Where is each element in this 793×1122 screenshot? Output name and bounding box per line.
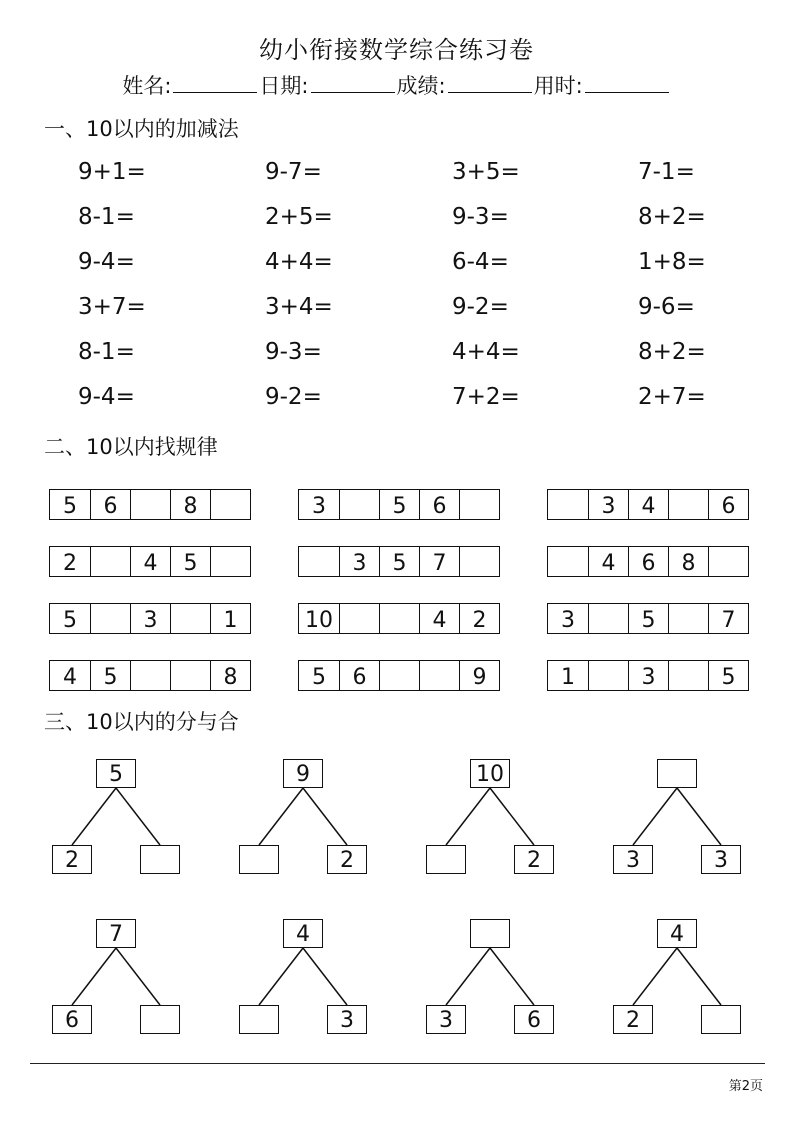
equation: 3+5= xyxy=(452,159,520,185)
number-sequence xyxy=(298,603,500,634)
bond-line xyxy=(116,948,160,1005)
bond-right-box: 2 xyxy=(327,845,367,874)
sequence-cell: 3 xyxy=(339,547,379,576)
equation: 9-2= xyxy=(452,294,509,320)
bond-right-box: 3 xyxy=(327,1005,367,1034)
sequence-blank-cell[interactable] xyxy=(170,604,210,633)
bond-line xyxy=(72,788,116,845)
sequence-cell: 5 xyxy=(312,665,326,690)
sequence-cell: 4 xyxy=(628,490,668,519)
bond-line xyxy=(633,948,677,1005)
worksheet-title: 幼小衔接数学综合练习卷 xyxy=(259,36,534,64)
sequence-blank-cell[interactable] xyxy=(668,604,708,633)
bond-left-box: 2 xyxy=(613,1005,653,1034)
equation: 9-7= xyxy=(265,159,322,185)
equation: 4+4= xyxy=(265,249,333,275)
sequence-cell: 5 xyxy=(379,490,419,519)
equation: 3+4= xyxy=(265,294,333,320)
sequence-cell: 4 xyxy=(63,665,77,690)
sequence-cell: 8 xyxy=(210,661,250,690)
bond-total-box: 4 xyxy=(657,919,697,948)
sequence-cell: 2 xyxy=(459,604,499,633)
bond-left-box-blank[interactable] xyxy=(239,845,279,874)
sequence-cell: 1 xyxy=(210,604,250,633)
number-sequence xyxy=(49,660,251,691)
sequence-cell: 7 xyxy=(419,547,459,576)
student-info-line xyxy=(0,70,793,100)
sequence-cell: 4 xyxy=(130,547,170,576)
number-sequence xyxy=(547,603,749,634)
sequence-cell: 6 xyxy=(419,490,459,519)
bond-line xyxy=(490,948,534,1005)
equation: 4+4= xyxy=(452,339,520,365)
equation: 7+2= xyxy=(452,384,520,410)
bond-left-box: 6 xyxy=(52,1005,92,1034)
sequence-blank-cell[interactable] xyxy=(548,547,588,576)
sequence-cell: 7 xyxy=(708,604,748,633)
bond-line xyxy=(72,948,116,1005)
equation: 9-4= xyxy=(78,249,135,275)
sequence-cell: 10 xyxy=(305,608,333,633)
sequence-blank-cell[interactable] xyxy=(379,604,419,633)
sequence-blank-cell[interactable] xyxy=(668,490,708,519)
sequence-blank-cell[interactable] xyxy=(170,661,210,690)
section-heading-decomposition: 三、10以内的分与合 xyxy=(44,710,239,734)
equation: 8-1= xyxy=(78,204,135,230)
number-sequence xyxy=(298,660,500,691)
sequence-cell: 5 xyxy=(708,661,748,690)
number-sequence xyxy=(547,660,749,691)
sequence-blank-cell[interactable] xyxy=(379,661,419,690)
sequence-cell: 4 xyxy=(419,604,459,633)
sequence-cell: 5 xyxy=(379,547,419,576)
equation: 2+7= xyxy=(638,384,706,410)
sequence-blank-cell[interactable] xyxy=(588,604,628,633)
sequence-cell: 3 xyxy=(130,604,170,633)
bond-line xyxy=(259,948,303,1005)
equation: 3+7= xyxy=(78,294,146,320)
sequence-blank-cell[interactable] xyxy=(90,604,130,633)
section-heading-addition: 一、10以内的加减法 xyxy=(44,117,239,141)
number-sequence xyxy=(49,603,251,634)
name-label: 姓名: xyxy=(122,74,172,98)
bond-line xyxy=(677,948,721,1005)
bond-left-box: 3 xyxy=(613,845,653,874)
number-sequence xyxy=(49,546,251,577)
bond-left-box: 3 xyxy=(426,1005,466,1034)
sequence-cell: 6 xyxy=(90,490,130,519)
bond-line xyxy=(259,788,303,845)
equation: 9-3= xyxy=(452,204,509,230)
number-sequence xyxy=(298,546,500,577)
bond-line xyxy=(446,788,490,845)
equation: 9-4= xyxy=(78,384,135,410)
bond-line xyxy=(490,788,534,845)
sequence-cell: 3 xyxy=(588,490,628,519)
number-sequence xyxy=(49,489,251,520)
score-blank[interactable] xyxy=(448,74,532,93)
sequence-cell: 8 xyxy=(668,547,708,576)
sequence-blank-cell[interactable] xyxy=(299,547,339,576)
bond-right-box: 6 xyxy=(514,1005,554,1034)
sequence-blank-cell[interactable] xyxy=(339,490,379,519)
bond-right-box-blank[interactable] xyxy=(140,845,180,874)
bond-total-box: 4 xyxy=(283,919,323,948)
number-sequence xyxy=(547,546,749,577)
sequence-cell: 1 xyxy=(561,665,575,690)
equation: 8+2= xyxy=(638,339,706,365)
sequence-cell: 6 xyxy=(339,661,379,690)
date-label: 日期: xyxy=(259,74,309,98)
equation: 9+1= xyxy=(78,159,146,185)
equation: 9-3= xyxy=(265,339,322,365)
equation: 8+2= xyxy=(638,204,706,230)
score-label: 成绩: xyxy=(396,74,446,98)
bond-right-box-blank[interactable] xyxy=(140,1005,180,1034)
sequence-blank-cell[interactable] xyxy=(548,490,588,519)
bond-line xyxy=(633,788,677,845)
date-blank[interactable] xyxy=(311,74,395,93)
sequence-blank-cell[interactable] xyxy=(459,547,499,576)
sequence-blank-cell[interactable] xyxy=(708,547,748,576)
time-label: 用时: xyxy=(533,74,583,98)
bond-right-box: 2 xyxy=(514,845,554,874)
sequence-blank-cell[interactable] xyxy=(339,604,379,633)
bond-line xyxy=(446,948,490,1005)
bond-total-box-blank[interactable] xyxy=(470,919,510,948)
bond-left-box-blank[interactable] xyxy=(426,845,466,874)
sequence-cell: 9 xyxy=(459,661,499,690)
sequence-cell: 5 xyxy=(170,547,210,576)
sequence-blank-cell[interactable] xyxy=(459,490,499,519)
sequence-cell: 3 xyxy=(628,661,668,690)
sequence-blank-cell[interactable] xyxy=(130,661,170,690)
number-sequence xyxy=(298,489,500,520)
sequence-cell: 6 xyxy=(628,547,668,576)
equation: 8-1= xyxy=(78,339,135,365)
time-blank[interactable] xyxy=(585,74,669,93)
section-heading-patterns: 二、10以内找规律 xyxy=(44,435,218,459)
sequence-cell: 3 xyxy=(561,608,575,633)
bond-line xyxy=(303,948,347,1005)
sequence-blank-cell[interactable] xyxy=(419,661,459,690)
bond-right-box-blank[interactable] xyxy=(701,1005,741,1034)
bond-left-box: 2 xyxy=(52,845,92,874)
bond-line xyxy=(303,788,347,845)
equation: 9-6= xyxy=(638,294,695,320)
sequence-cell: 8 xyxy=(170,490,210,519)
equation: 9-2= xyxy=(265,384,322,410)
sequence-blank-cell[interactable] xyxy=(210,490,250,519)
bond-total-box: 10 xyxy=(470,759,510,788)
sequence-blank-cell[interactable] xyxy=(668,661,708,690)
bond-total-box: 7 xyxy=(96,919,136,948)
sequence-cell: 5 xyxy=(90,661,130,690)
sequence-cell: 3 xyxy=(312,494,326,519)
sequence-blank-cell[interactable] xyxy=(90,547,130,576)
bond-line xyxy=(677,788,721,845)
sequence-blank-cell[interactable] xyxy=(130,490,170,519)
sequence-cell: 5 xyxy=(63,608,77,633)
bond-total-box: 5 xyxy=(96,759,136,788)
footer-divider xyxy=(30,1063,765,1064)
equation: 7-1= xyxy=(638,159,695,185)
equation: 2+5= xyxy=(265,204,333,230)
bond-line xyxy=(116,788,160,845)
name-blank[interactable] xyxy=(173,74,257,93)
number-sequence xyxy=(547,489,749,520)
sequence-cell: 4 xyxy=(588,547,628,576)
sequence-cell: 5 xyxy=(628,604,668,633)
sequence-blank-cell[interactable] xyxy=(210,547,250,576)
sequence-blank-cell[interactable] xyxy=(588,661,628,690)
bond-left-box-blank[interactable] xyxy=(239,1005,279,1034)
page-number: 第2页 xyxy=(728,1079,763,1094)
sequence-cell: 6 xyxy=(708,490,748,519)
equation: 1+8= xyxy=(638,249,706,275)
bond-total-box-blank[interactable] xyxy=(657,759,697,788)
equation: 6-4= xyxy=(452,249,509,275)
bond-right-box: 3 xyxy=(701,845,741,874)
sequence-cell: 5 xyxy=(63,494,77,519)
bond-total-box: 9 xyxy=(283,759,323,788)
sequence-cell: 2 xyxy=(63,551,77,576)
